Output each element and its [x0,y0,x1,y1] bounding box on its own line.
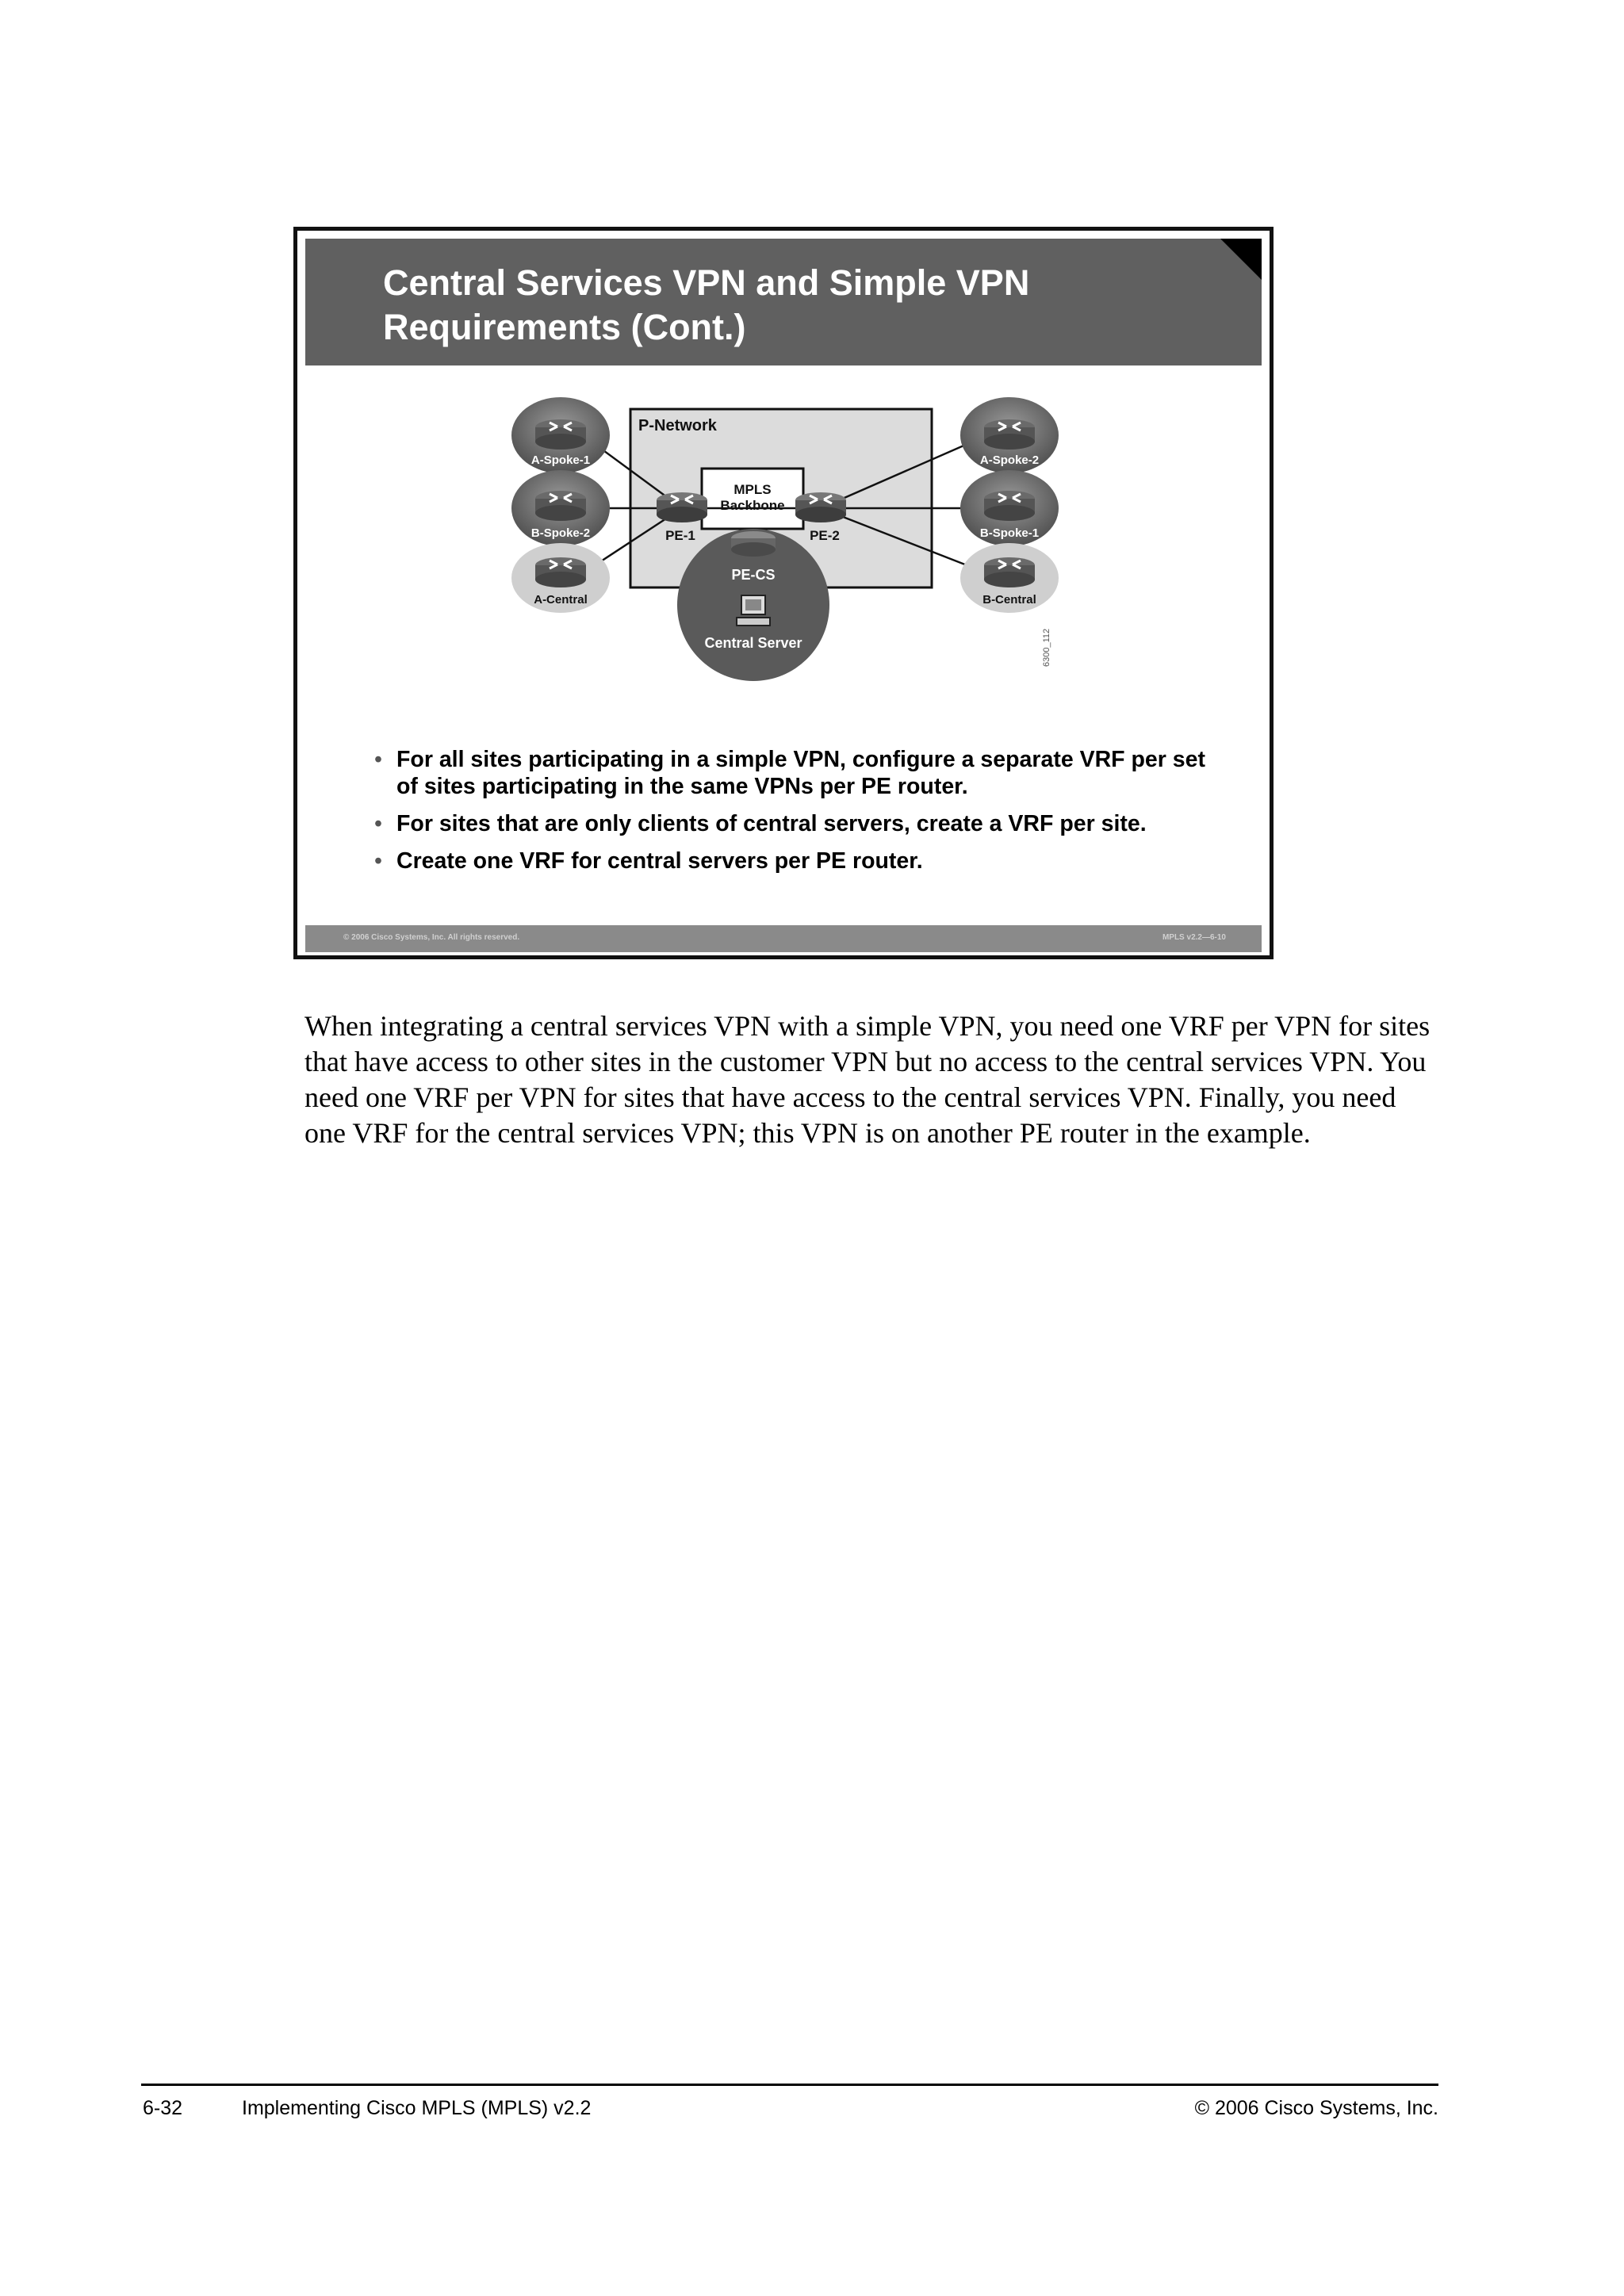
svg-text:B-Spoke-1: B-Spoke-1 [979,526,1040,540]
site-b-spoke-1 [960,470,1059,546]
bullet-marker: • [374,747,382,772]
bullet-marker: • [374,848,382,874]
svg-text:A-Central: A-Central [534,593,588,607]
slide-header [305,239,1262,365]
body-paragraph: When integrating a central services VPN with a simple VPN, you need one VRF per VPN for sites that have access to other sites in the customer VPN but no access to the central services VPN. You need one VRF per VPN for sites that have access to the central services VPN. Finally, you need one VRF for the central services VPN; this VPN is on another PE router in the example. [304,1010,1431,1149]
list-item: • For all sites participating in a simple VPN, configure a separate VRF per set of sites participating in the same VPNs per PE router. [374,747,1205,799]
mpls-label-line-1: MPLS [733,482,772,497]
footer-rule [141,2084,1438,2086]
svg-text:PE-2: PE-2 [810,528,840,543]
slide-title-line-2: Requirements (Cont.) [383,307,746,347]
page-copyright: © 2006 Cisco Systems, Inc. [1194,2097,1438,2119]
slide-title-line-1: Central Services VPN and Simple VPN [383,262,1030,303]
figure-code: 6300_112 [1042,628,1051,667]
p-network-label: P-Network [638,417,717,434]
list-item: • For sites that are only clients of central servers, create a VRF per site. [374,811,1147,836]
pe-cs-site [677,529,829,681]
network-diagram [511,397,1059,706]
page-number: 6-32 [143,2097,183,2119]
site-a-spoke-1 [511,397,610,473]
course-title: Implementing Cisco MPLS (MPLS) v2.2 [242,2097,592,2119]
svg-text:A-Spoke-1: A-Spoke-1 [530,453,591,467]
list-item: • Create one VRF for central servers per PE router. [374,848,923,874]
svg-text:B-Spoke-2: B-Spoke-2 [530,526,591,540]
corner-triangle [1220,239,1262,280]
svg-text:Central Server: Central Server [704,635,802,651]
slide-code: MPLS v2.2—6-10 [1162,933,1226,942]
computer-icon [737,595,770,626]
bullet-marker: • [374,811,382,836]
site-a-central [511,543,610,613]
slide-title [383,261,1176,350]
svg-text:PE-1: PE-1 [665,528,695,543]
site-b-central [960,543,1059,613]
svg-text:PE-CS: PE-CS [731,567,776,583]
mpls-label-line-2: Backbone [720,498,785,513]
site-a-spoke-2 [960,397,1059,473]
svg-text:A-Spoke-2: A-Spoke-2 [979,453,1040,467]
svg-text:B-Central: B-Central [982,593,1036,607]
bullet-list [373,746,1229,885]
slide-copyright: © 2006 Cisco Systems, Inc. All rights reserved. [343,933,520,942]
slide-footer [305,925,1262,952]
site-b-spoke-2 [511,470,610,546]
slide [293,227,1274,959]
